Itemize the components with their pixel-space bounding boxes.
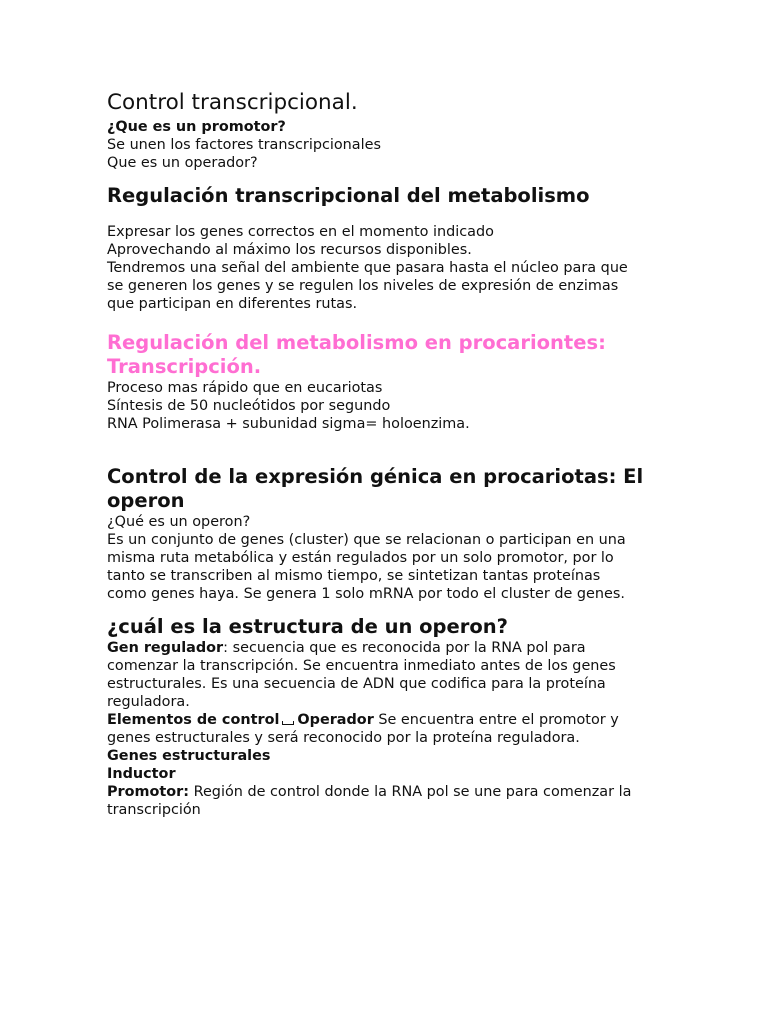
heading-estructura-operon: ¿cuál es la estructura de un operon? (107, 615, 508, 638)
text-line: Expresar los genes correctos en el momento indicado (107, 224, 494, 240)
heading-control-expresion-line1: Control de la expresión génica en procariotas: El (107, 465, 644, 488)
space-mark-icon (281, 714, 295, 726)
elementos-control-label: Elementos de control (107, 712, 280, 728)
heading-regulacion-transcripcional: Regulación transcripcional del metabolismo (107, 184, 590, 207)
question-promotor: ¿Que es un promotor? (107, 119, 286, 135)
text-line: genes estructurales y será reconocido por la proteína reguladora. (107, 730, 580, 746)
text-line: se generen los genes y se regulen los niveles de expresión de enzimas (107, 278, 619, 294)
text-line: estructurales. Es una secuencia de ADN que codifica para la proteína (107, 676, 606, 692)
text-line: Aprovechando al máximo los recursos disponibles. (107, 242, 472, 258)
heading-procariontes-line2: Transcripción. (107, 355, 262, 378)
text-line: Se unen los factores transcripcionales (107, 137, 381, 153)
promotor-paragraph (107, 783, 667, 801)
text-line: que participan en diferentes rutas. (107, 296, 358, 312)
gen-regulador-paragraph (107, 639, 667, 657)
promotor-text: Región de control donde la RNA pol se une para comenzar la (189, 784, 632, 800)
text-line: ¿Qué es un operon? (107, 514, 251, 530)
operador-text: Se encuentra entre el promotor y (373, 712, 619, 728)
text-line: RNA Polimerasa + subunidad sigma= holoenzima. (107, 416, 470, 432)
text-line: Que es un operador? (107, 155, 258, 171)
text-line: Proceso mas rápido que en eucariotas (107, 380, 383, 396)
document-content (107, 88, 667, 819)
heading-procariontes-line1: Regulación del metabolismo en procariontes: (107, 331, 606, 354)
text-line: reguladora. (107, 694, 190, 710)
text-line: transcripción (107, 802, 201, 818)
inductor-label: Inductor (107, 766, 176, 782)
operador-label: Operador (297, 712, 374, 728)
genes-estructurales-label: Genes estructurales (107, 748, 271, 764)
elementos-control-paragraph (107, 711, 667, 729)
gen-regulador-label: Gen regulador (107, 640, 224, 656)
gen-regulador-text: : secuencia que es reconocida por la RNA pol para (223, 640, 586, 656)
promotor-label: Promotor: (107, 784, 190, 800)
text-line: Es un conjunto de genes (cluster) que se relacionan o participan en una (107, 532, 626, 548)
text-line: Tendremos una señal del ambiente que pasara hasta el núcleo para que (107, 260, 628, 276)
text-line: Síntesis de 50 nucleótidos por segundo (107, 398, 391, 414)
page-title: Control transcripcional. (107, 90, 358, 115)
text-line: tanto se transcriben al mismo tiempo, se sintetizan tantas proteínas (107, 568, 601, 584)
text-line: misma ruta metabólica y están regulados por un solo promotor, por lo (107, 550, 614, 566)
text-line: comenzar la transcripción. Se encuentra inmediato antes de los genes (107, 658, 616, 674)
text-line: como genes haya. Se genera 1 solo mRNA por todo el cluster de genes. (107, 586, 625, 602)
heading-control-expresion-line2: operon (107, 489, 185, 512)
